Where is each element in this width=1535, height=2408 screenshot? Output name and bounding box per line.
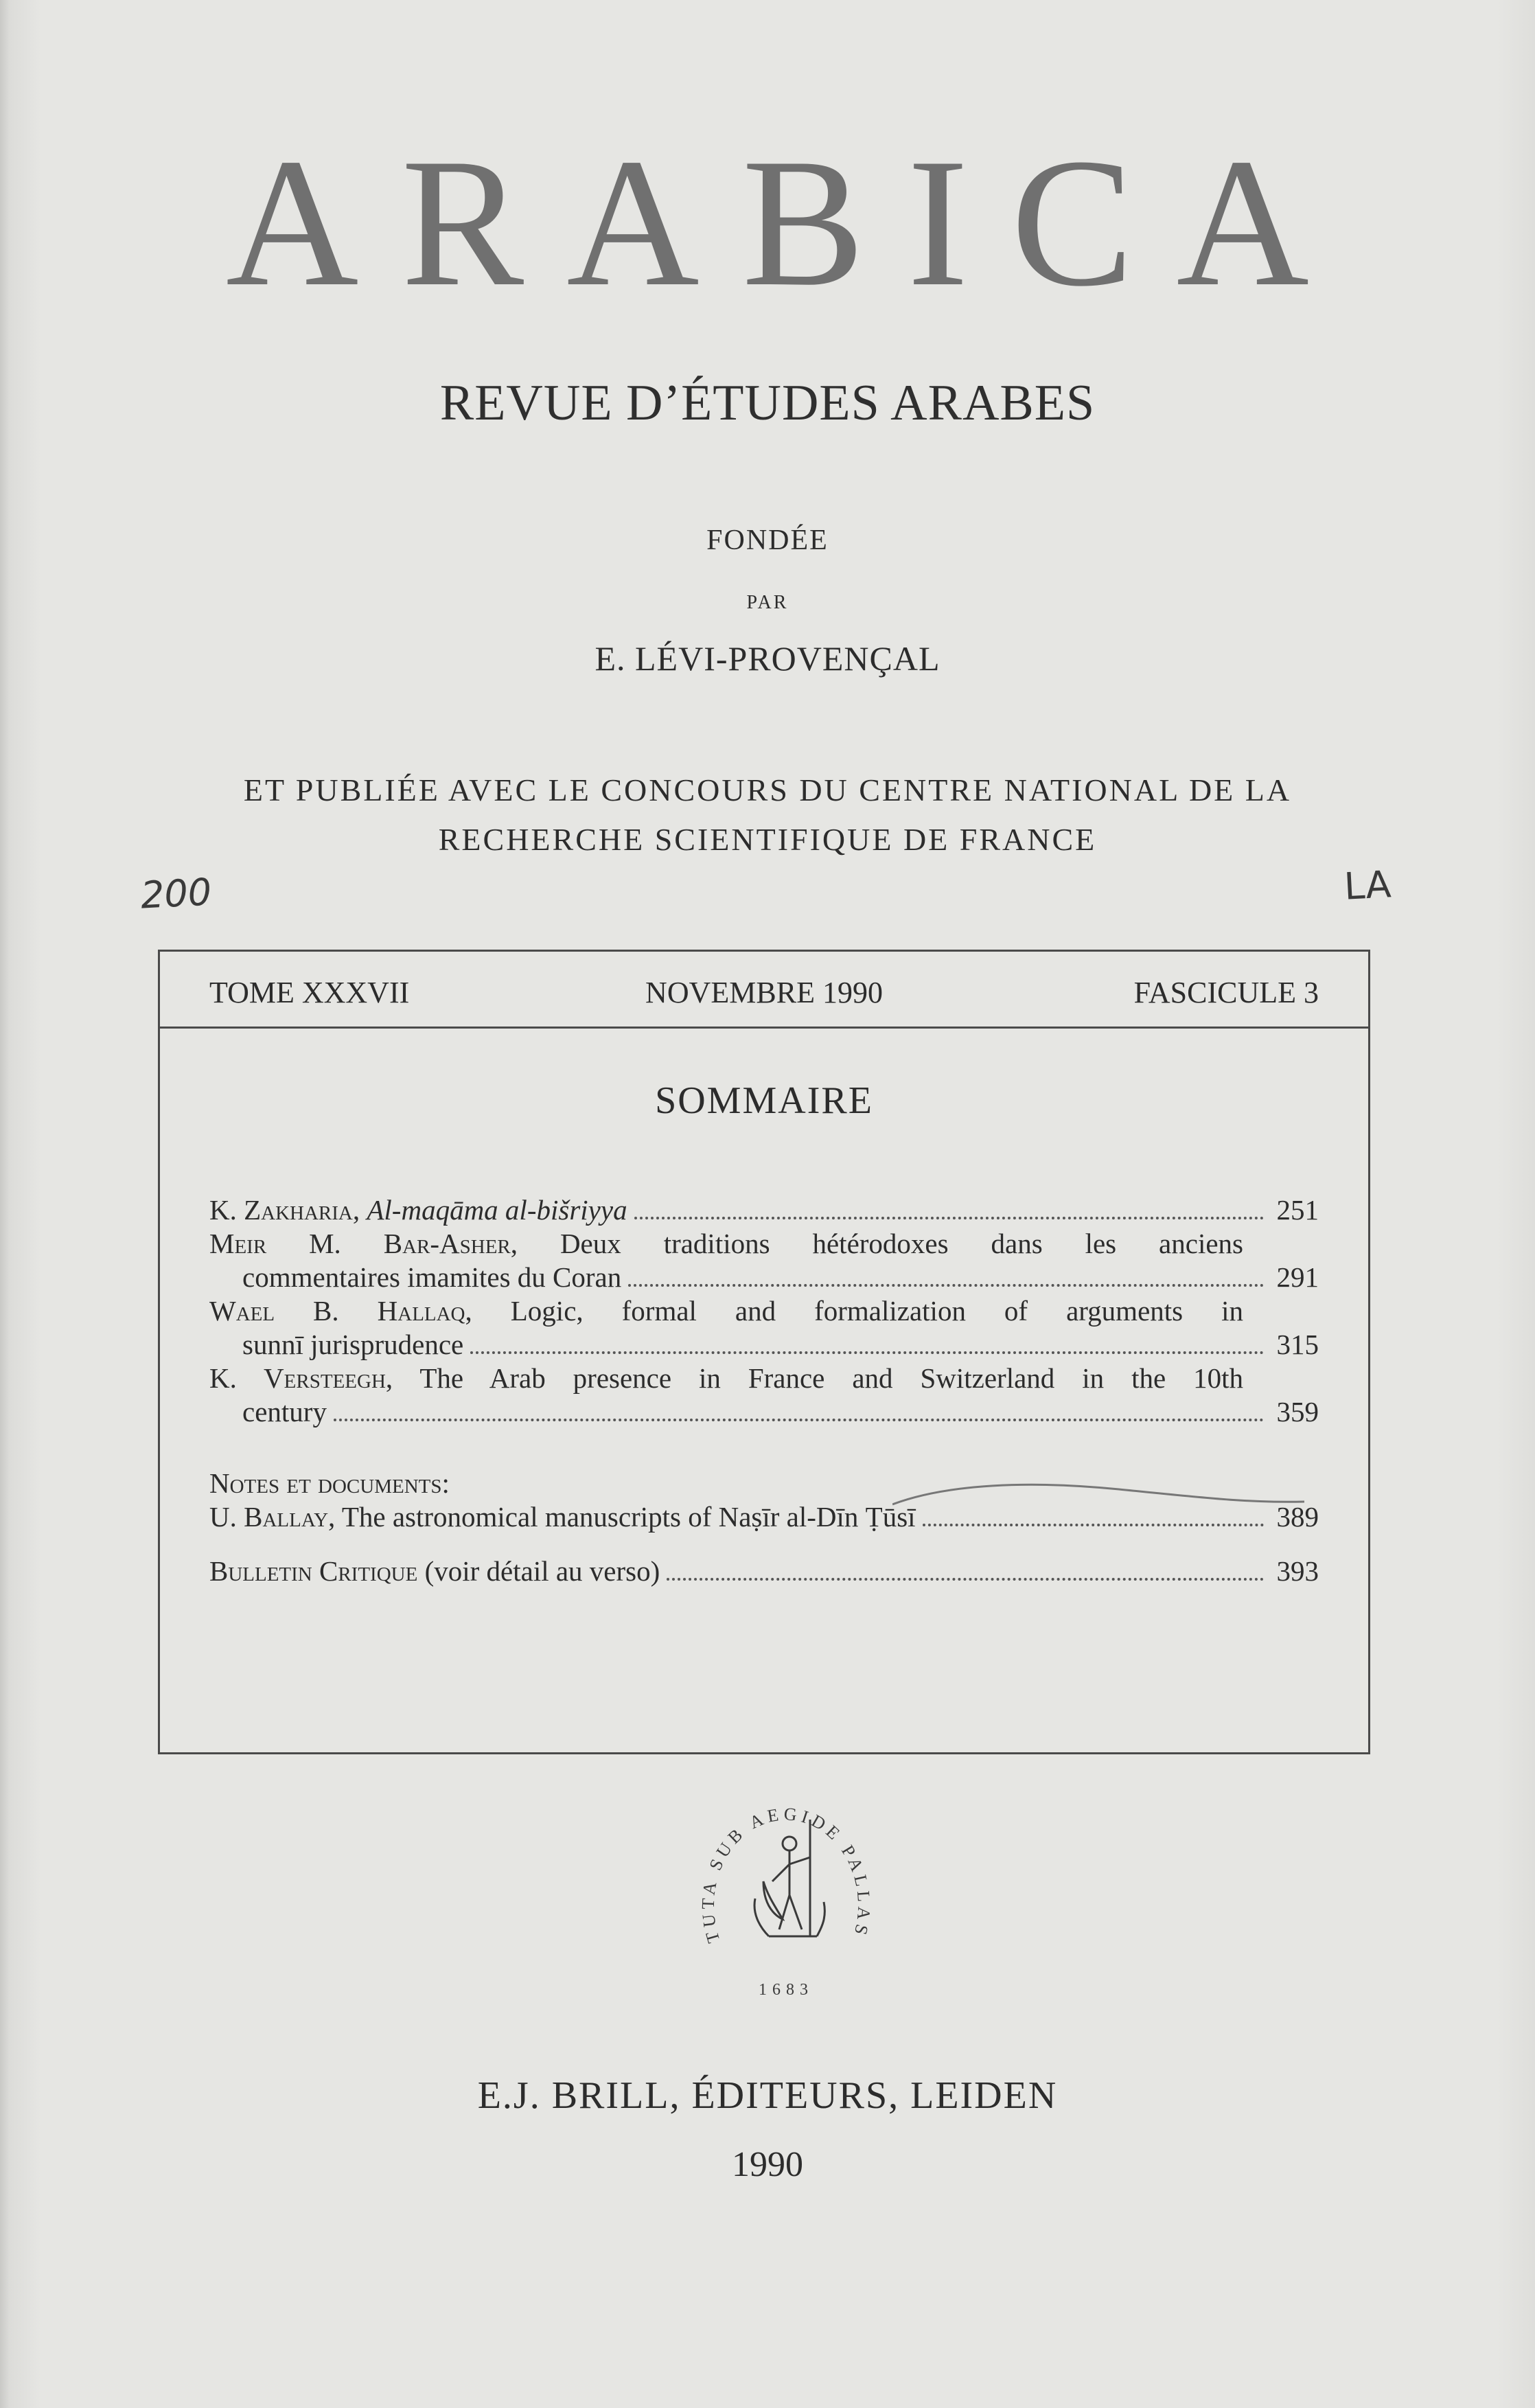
entry-author: K. Versteegh, [209, 1362, 393, 1394]
entry-title-line1: Deux traditions hétérodoxes dans les anciens [559, 1228, 1244, 1259]
publication-statement [0, 766, 1535, 864]
bulletin-section [209, 1555, 1319, 1588]
entry-page: 251 [1276, 1194, 1319, 1226]
contents-entry [209, 1555, 1319, 1588]
bulletin-title: (voir détail au verso) [424, 1555, 660, 1587]
publisher-seal-emblem [686, 1778, 886, 2012]
entry-title-line2: commentaires imamites du Coran [242, 1261, 622, 1293]
entry-author: U. Ballay, [209, 1501, 336, 1533]
publication-statement-line2: RECHERCHE SCIENTIFIQUE DE FRANCE [438, 822, 1097, 857]
handwritten-note-right: LA [1343, 862, 1392, 908]
entry-author: K. Zakharia, [209, 1194, 360, 1226]
dot-leader [923, 1524, 1264, 1526]
founder-name: E. LÉVI-PROVENÇAL [595, 639, 940, 678]
contents-entry [209, 1294, 1319, 1362]
journal-title: ARABICA [225, 120, 1352, 324]
contents-entry [209, 1193, 1319, 1227]
bulletin-label: Bulletin Critique [209, 1555, 418, 1587]
entry-title-line2: century [242, 1396, 327, 1427]
handwritten-note-left: 200 [139, 870, 213, 917]
seal-year: 1683 [759, 1981, 813, 1999]
contents-entry [209, 1362, 1319, 1429]
issue-header [160, 952, 1368, 1029]
entry-page: 393 [1276, 1555, 1319, 1587]
notes-label: Notes et documents: [209, 1467, 450, 1499]
entry-title-line2: sunnī jurisprudence [242, 1329, 464, 1360]
par-label: PAR [746, 592, 789, 613]
entry-author: Meir M. Bar-Asher, [209, 1228, 518, 1259]
pallas-figure-icon [754, 1820, 824, 1936]
journal-subtitle: REVUE D’ÉTUDES ARABES [439, 375, 1096, 431]
sommaire-heading: SOMMAIRE [655, 1079, 873, 1122]
founded-label: FONDÉE [706, 525, 829, 556]
svg-text:TUTA SUB AEGIDE PALLAS [698, 1804, 875, 1945]
dot-leader [634, 1217, 1264, 1219]
dot-leader [470, 1351, 1264, 1354]
entry-title-line1: The Arab presence in France and Switzerland in the 10th [419, 1362, 1243, 1394]
entry-author: Wael B. Hallaq, [209, 1295, 472, 1327]
publisher-name: E.J. BRILL, ÉDITEURS, LEIDEN [477, 2074, 1058, 2117]
pencil-stroke-mark [892, 1477, 1304, 1518]
entry-page: 359 [1276, 1396, 1319, 1427]
seal-motto: TUTA SUB AEGIDE PALLAS [697, 1803, 875, 1945]
publication-statement-line1: ET PUBLIÉE AVEC LE CONCOURS DU CENTRE NATIONAL DE LA [243, 772, 1292, 807]
entry-title: Al-maqāma al-bišriyya [367, 1194, 627, 1226]
entry-page: 315 [1276, 1329, 1319, 1360]
entry-page: 291 [1276, 1261, 1319, 1293]
publication-year: 1990 [732, 2145, 803, 2184]
dot-leader [628, 1284, 1264, 1287]
dot-leader [667, 1578, 1264, 1581]
entry-page: 389 [1276, 1501, 1319, 1533]
entry-title: The astronomical manuscripts of Naṣīr al-Dīn Ṭūsī [341, 1501, 916, 1533]
contents-entry [209, 1227, 1319, 1294]
contents-box [158, 950, 1370, 1754]
contents-list [209, 1193, 1319, 1429]
dot-leader [334, 1419, 1264, 1421]
issue-date: NOVEMBRE 1990 [645, 976, 883, 1009]
entry-title-line1: Logic, formal and formalization of arguments in [510, 1295, 1243, 1327]
issue-fascicle: FASCICULE 3 [1133, 976, 1319, 1009]
issue-tome: TOME XXXVII [209, 976, 410, 1009]
